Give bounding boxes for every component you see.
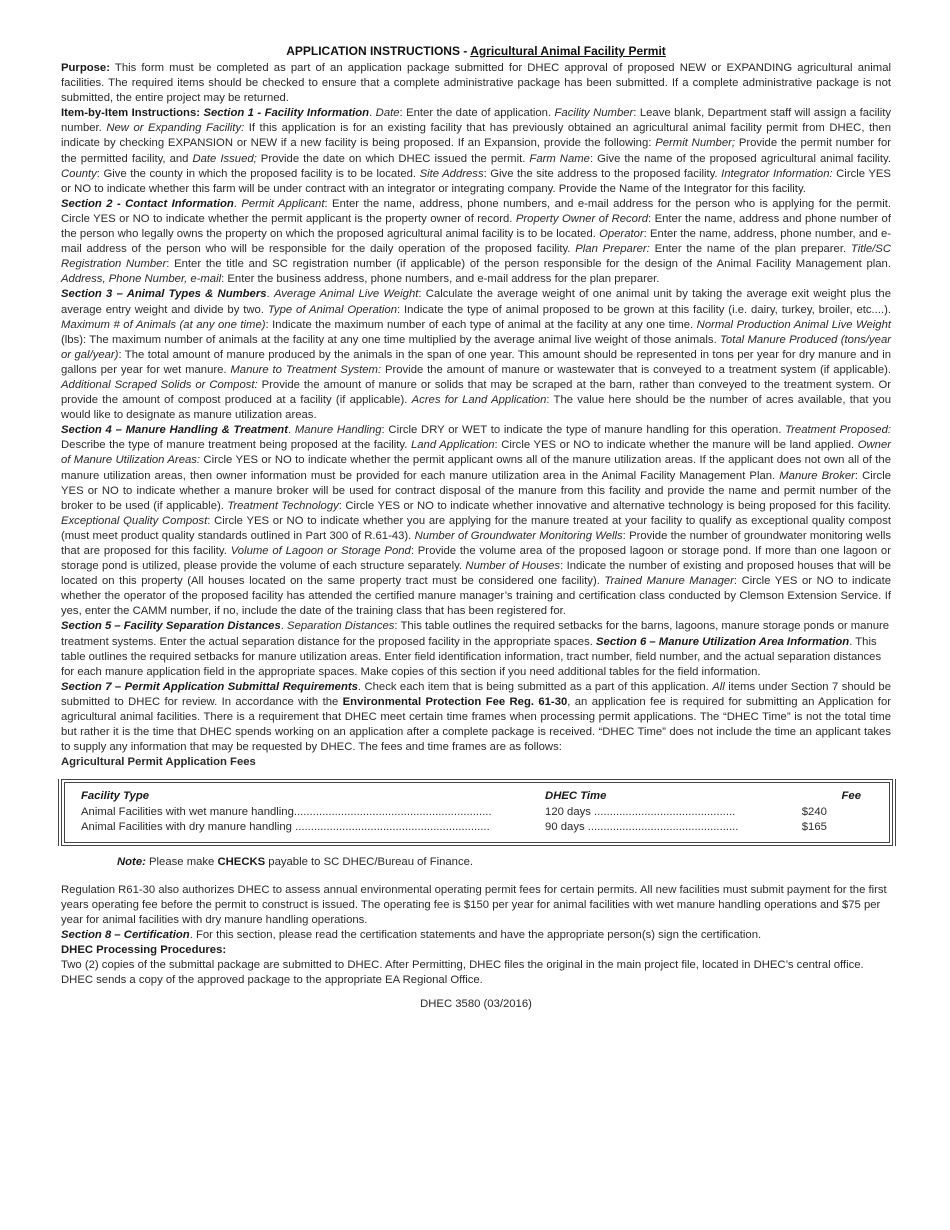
section-6-heading: Section 6 – Manure Utilization Area Information bbox=[596, 635, 850, 648]
section-2-paragraph: Section 2 - Contact Information. Permit Applicant: Enter the name, address, phone numbers, and e-mail address for the person who is applying for the permit. Circle YES or NO to indicate whether the permit applicant is the property owner of record. Property Owner of Record: Enter the name, address and phone number of the person who legally owns the property on which the proposed agricultural animal facility is to be located. Operator: Enter the name, address, phone number, and e-mail address of the person who will be responsible for the daily operation of the proposed facility. Plan Preparer: Enter the name of the plan preparer. Title/SC Registration Number: Enter the title and SC registration number (if applicable) of the person responsible for the design of the Animal Facility Management plan. Address, Phone Number, e-mail: Enter the business address, phone numbers, and e-mail address for the plan preparer. bbox=[61, 197, 891, 286]
section-1-paragraph: Item-by-Item Instructions: Section 1 - Facility Information. Date: Enter the date of application. Facility Number: Leave blank, Department staff will assign a facility number. New or Expanding Facility: If this application is for an existing facility that has previously obtained an agricultural animal facility permit from DHEC, then indicate by checking EXPANSION or NEW if a new facility is being proposed. If an Expansion, provide the following: Permit Number; Provide the permit number for the permitted facility, and Date Issued; Provide the date on which DHEC issued the permit. Farm Name: Give the name of the proposed agricultural animal facility. County: Give the county in which the proposed facility is to be located. Site Address: Give the site address to the proposed facility. Integrator Information: Circle YES or NO to indicate whether this farm will be under contract with an integrator or integrating company. Provide the Name of the Integrator for this facility. bbox=[61, 107, 891, 195]
document-page bbox=[61, 44, 891, 1010]
section-8-paragraph: Section 8 – Certification. For this section, please read the certification statements and have the appropriate person(s) sign the certification. bbox=[61, 929, 762, 942]
header-dhec-time: DHEC Time bbox=[545, 790, 607, 803]
section-7-paragraph: Section 7 – Permit Application Submittal Requirements. Check each item that is being submitted as a part of this application. All items under Section 7 should be submitted to DHEC for review. In accordance with the Environmental Protection Fee Reg. 61-30, an application fee is required for submitting an Application for agricultural animal facilities. There is a requirement that DHEC meet certain time frames when processing permit applications. The “DHEC Time” is not the total time but rather it is the time that DHEC spends working on an application after a complete package is received. “DHEC Time” does not include the time an applicant takes to supply any information that may be requested by DHEC. The fees and time frames are as follows: bbox=[61, 680, 891, 754]
header-fee: Fee bbox=[841, 790, 861, 803]
section-5-6-paragraph: Section 5 – Facility Separation Distances. Separation Distances: This table outlines the required setbacks for the barns, lagoons, manure storage ponds or manure treatment systems. Enter the actual separation distance for the proposed facility in the appropriate spaces. Section 6 – Manure Utilization Area Information. This table outlines the required setbacks for manure utilization areas. Enter field identification information, tract number, field number, and the actual separation distances for each manure application field in the appropriate spaces. Make copies of this section if you need additional tables for the field information. bbox=[61, 620, 890, 678]
form-number-footer: DHEC 3580 (03/2016) bbox=[420, 998, 532, 1011]
table-row bbox=[81, 820, 861, 836]
processing-paragraph: Two (2) copies of the submittal package are submitted to DHEC. After Permitting, DHEC files the original in the main project file, located in DHEC’s central office. DHEC sends a copy of the approved package to the appropriate EA Regional Office. bbox=[61, 959, 864, 987]
fees-heading: Agricultural Permit Application Fees bbox=[61, 756, 256, 769]
fee-cell: $165 bbox=[801, 821, 827, 834]
section-5-heading: Section 5 – Facility Separation Distances bbox=[61, 620, 281, 633]
page-title: APPLICATION INSTRUCTIONS - Agricultural Animal Facility Permit bbox=[286, 44, 666, 58]
facility-type-cell: Animal Facilities with dry manure handling .............................................................. bbox=[81, 821, 490, 834]
processing-heading: DHEC Processing Procedures: bbox=[61, 944, 227, 957]
regulation-paragraph: Regulation R61-30 also authorizes DHEC to assess annual environmental operating permit fees for certain permits. All new facilities must submit payment for the first years operating fee before the permit to construct is issued. The operating fee is $150 per year for animal facilities with wet manure handling operations and $75 per year for animal facilities with dry manure handling operations. bbox=[61, 883, 887, 926]
fees-table bbox=[61, 779, 893, 846]
fees-table-header bbox=[81, 789, 861, 805]
section-3-paragraph: Section 3 – Animal Types & Numbers. Average Animal Live Weight: Calculate the average weight of one animal unit by taking the average exit weight plus the average entry weight and divide by two. Type of Animal Operation: Indicate the type of animal proposed to be grown at this facility (i.e. dairy, turkey, broiler, etc....). Maximum # of Animals (at any one time): Indicate the maximum number of each type of animal at the facility at any one time. Normal Production Animal Live Weight (lbs): The maximum number of animals at the facility at any one time multiplied by the average animal live weight of those animals. Total Manure Produced (tons/year or gal/year): The total amount of manure produced by the animals in the span of one year. This amount should be represented in tons per year for dry manure and in gallons per year for wet manure. Manure to Treatment System: Provide the amount of manure or wastewater that is conveyed to a treatment system (if applicable). Additional Scraped Solids or Compost: Provide the amount of manure or solids that may be scraped at the barn, rather than conveyed to the treatment system. Or provide the amount of compost produced at a facility (if applicable). Acres for Land Application: The value here should be the number of acres available, that you would like to designate as manure utilization areas. bbox=[61, 288, 892, 422]
dhec-time-cell: 90 days ................................................ bbox=[545, 821, 739, 834]
section-4-paragraph: Section 4 – Manure Handling & Treatment. Manure Handling: Circle DRY or WET to indicate the type of manure handling for this operation. Treatment Proposed: Describe the type of manure treatment being proposed at the facility. Land Application: Circle YES or NO to indicate whether the manure will be land applied. Owner of Manure Utilization Areas: Circle YES or NO to indicate whether the permit applicant owns all of the manure utilization areas. If the applicant does not own all of the manure utilization areas, then owner information must be provided for each manure utilization area in the Animal Facility Management Plan. Manure Broker: Circle YES or NO to indicate whether a manure broker will be used for contract disposal of the manure from this facility and provide the name and permit number of the broker to be used (if applicable). Treatment Technology: Circle YES or NO to indicate whether innovative and alternative technology is being proposed for this facility. Exceptional Quality Compost: Circle YES or NO to indicate whether you are applying for the manure treated at your facility to qualify as exceptional quality compost (must meet product quality standards outlined in Part 300 of R.61-43). Number of Groundwater Monitoring Wells: Provide the number of groundwater monitoring wells that are proposed for this facility. Volume of Lagoon or Storage Pond: Provide the volume area of the proposed lagoon or storage pond. If more than one lagoon or storage pond is utilized, please provide the volume of each structure separately. Number of Houses: Indicate the number of existing and proposed houses that will be located on this property (All houses located on the same property tract must be considered one facility). Trained Manure Manager: Circle YES or NO to indicate whether the operator of the proposed facility has attended the certified manure manager’s training and certification class conducted by Clemson Extension Service. If yes, enter the CAMM number, if no, include the date of the training class that has been registered for. bbox=[61, 424, 892, 618]
header-facility-type: Facility Type bbox=[81, 790, 150, 803]
section-2-heading: Section 2 - Contact Information bbox=[61, 197, 234, 210]
dhec-time-cell: 120 days ............................................. bbox=[545, 805, 736, 818]
facility-type-cell: Animal Facilities with wet manure handling............................................................... bbox=[81, 805, 492, 818]
section-1-heading: Section 1 - Facility Information bbox=[203, 107, 370, 120]
purpose-paragraph: Purpose: This form must be completed as part of an application package submitted for DHEC approval of proposed NEW or EXPANDING agricultural animal facilities. The required items should be checked to ensure that a complete administrative package has been submitted. If a complete administrative package is not submitted, the entire project may be returned. bbox=[61, 62, 891, 105]
section-4-heading: Section 4 – Manure Handling & Treatment bbox=[61, 424, 288, 437]
section-7-heading: Section 7 – Permit Application Submittal Requirements bbox=[61, 680, 358, 693]
table-row bbox=[81, 805, 861, 821]
fee-cell: $240 bbox=[801, 805, 827, 818]
checks-note: Note: Please make CHECKS payable to SC DHEC/Bureau of Finance. bbox=[117, 855, 474, 868]
title-permit-name: Agricultural Animal Facility Permit bbox=[470, 44, 666, 58]
section-8-heading: Section 8 – Certification bbox=[61, 929, 190, 942]
section-3-heading: Section 3 – Animal Types & Numbers bbox=[61, 288, 267, 301]
